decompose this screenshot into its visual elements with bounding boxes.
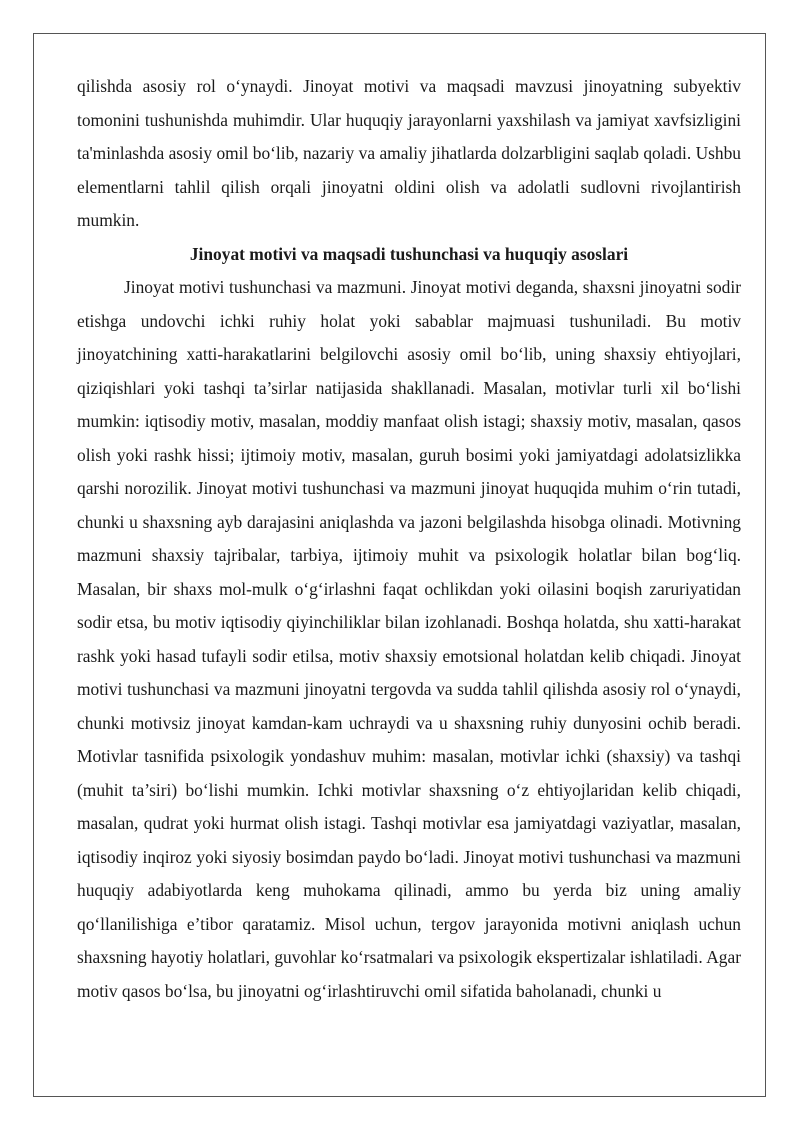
section-heading: Jinoyat motivi va maqsadi tushunchasi va huquqiy asoslari bbox=[189, 243, 629, 264]
document-body bbox=[77, 70, 741, 1008]
intro-paragraph: qilishda asosiy rol o‘ynaydi. Jinoyat motivi va maqsadi mavzusi jinoyatning subyektiv tomonini tushunishda muhimdir. Ular huquqiy jarayonlarni yaxshilash va jamiyat xavfsizligini ta'minlashda asosiy omil bo‘lib, nazariy va amaliy jihatlarda dolzarbligini saqlab qoladi. Ushbu elementlarni tahlil qilish orqali jinoyatni oldini olish va adolatli sudlovni rivojlantirish mumkin. bbox=[77, 76, 741, 230]
body-paragraph: Jinoyat motivi tushunchasi va mazmuni. Jinoyat motivi deganda, shaxsni jinoyatni sodir etishga undovchi ichki ruhiy holat yoki sabablar majmuasi tushuniladi. Bu motiv jinoyatchining xatti-harakatlarini belgilovchi asosiy omil bo‘lib, uning shaxsiy ehtiyojlari, qiziqishlari yoki tashqi ta’sirlar natijasida shakllanadi. Masalan, motivlar turli xil bo‘lishi mumkin: iqtisodiy motiv, masalan, moddiy manfaat olish istagi; shaxsiy motiv, masalan, qasos olish yoki rashk hissi; ijtimoiy motiv, masalan, guruh bosimi yoki jamiyatdagi adolatsizlikka qarshi norozilik. Jinoyat motivi tushunchasi va mazmuni jinoyat huquqida muhim o‘rin tutadi, chunki u shaxsning ayb darajasini aniqlashda va jazoni belgilashda hisobga olinadi. Motivning mazmuni shaxsiy tajribalar, tarbiya, ijtimoiy muhit va psixologik holatlar bilan bog‘liq. Masalan, bir shaxs mol-mulk o‘g‘irlashni faqat ochlikdan yoki oilasini boqish zaruriyatidan sodir etsa, bu motiv iqtisodiy qiyinchiliklar bilan izohlanadi. Boshqa holatda, shu xatti-harakat rashk yoki hasad tufayli sodir etilsa, motiv shaxsiy emotsional holatdan kelib chiqadi. Jinoyat motivi tushunchasi va mazmuni jinoyatni tergovda va sudda tahlil qilishda asosiy rol o‘ynaydi, chunki motivsiz jinoyat kamdan-kam uchraydi va u shaxsning ruhiy dunyosini ochib beradi. Motivlar tasnifida psixologik yondashuv muhim: masalan, motivlar ichki (shaxsiy) va tashqi (muhit ta’siri) bo‘lishi mumkin. Ichki motivlar shaxsning o‘z ehtiyojlaridan kelib chiqadi, masalan, qudrat yoki hurmat olish istagi. Tashqi motivlar esa jamiyatdagi vaziyatlar, masalan, iqtisodiy inqiroz yoki siyosiy bosimdan paydo bo‘ladi. Jinoyat motivi tushunchasi va mazmuni huquqiy adabiyotlarda keng muhokama qilinadi, ammo bu yerda biz uning amaliy qo‘llanilishiga e’tibor qaratamiz. Misol uchun, tergov jarayonida motivni aniqlash uchun shaxsning hayotiy holatlari, guvohlar ko‘rsatmalari va psixologik ekspertizalar ishlatiladi. Agar motiv qasos bo‘lsa, bu jinoyatni og‘irlashtiruvchi omil sifatida baholanadi, chunki u bbox=[77, 277, 741, 1001]
